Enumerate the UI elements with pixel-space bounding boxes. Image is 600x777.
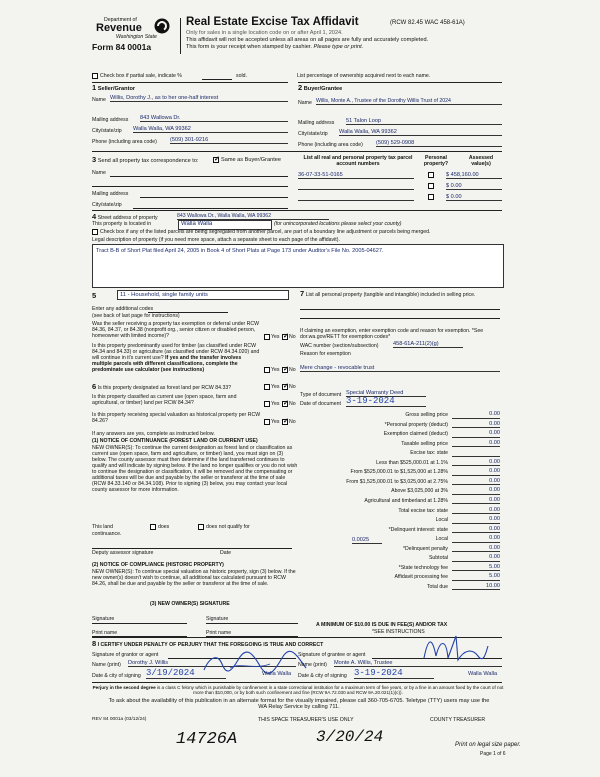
tax-row-label: Exemption claimed (deduct) — [383, 431, 448, 438]
tax-row-label: From $1,525,000.01 to $3,025,000 at 2.75% — [346, 478, 448, 485]
parcel-number-field[interactable] — [298, 183, 414, 190]
tax-row-label: Excise tax: state — [410, 450, 448, 457]
sec5-q2-yes-checkbox[interactable] — [264, 367, 270, 373]
grantor-name-field[interactable]: Dorothy J. Willis — [128, 660, 296, 667]
grantor-datecity-label: Date & city of signing — [92, 673, 141, 679]
tax-row-value[interactable]: 0.00 — [452, 545, 500, 553]
tax-row-value[interactable] — [452, 449, 500, 457]
sec3-mail-line — [140, 197, 288, 198]
buyer-mail-field[interactable]: 51 Talon Loop — [346, 118, 502, 125]
certify-heading: 8 I CERTIFY UNDER PENALTY OF PERJURY THAT THE FOREGOING IS TRUE AND CORRECT — [92, 639, 324, 648]
partial-sold-label: sold. — [236, 73, 247, 79]
wac-field[interactable]: 458-61A-211(2)(g) — [393, 341, 463, 348]
minimum-due-note: A MINIMUM OF $10.00 IS DUE IN FEE(S) AND/OR TAX — [316, 622, 448, 628]
new-owner-print-label-1: Print name — [92, 630, 118, 636]
seller-mail-field[interactable]: 843 Wallowa Dr. — [140, 115, 288, 122]
dor-logo — [92, 17, 180, 57]
continuance-heading: (1) NOTICE OF CONTINUANCE (FOREST LAND OR CURRENT USE) — [92, 438, 258, 444]
assessed-value-header: Assessed value(s) — [468, 155, 494, 167]
header-note-1: Only for sales in a single location code on or after April 1, 2024. — [186, 30, 343, 36]
seller-phone-label: Phone (including area code) — [92, 139, 157, 145]
parcel-number-field[interactable]: 36-07-33-51-0165 — [298, 172, 414, 179]
reason-field[interactable]: Mere change - revocable trust — [300, 365, 500, 372]
legal-description-label: Legal description of property (if you need more space, attach a separate sheet to each page of the affidavit). — [92, 237, 340, 243]
tax-row-value[interactable]: 0.00 — [452, 487, 500, 495]
list-percentage-note: List percentage of ownership acquired next to each name. — [297, 73, 431, 79]
see-instructions-note: *SEE INSTRUCTIONS — [372, 629, 425, 635]
new-owner-signature-label-2: Signature — [206, 616, 229, 622]
tax-row-label: Taxable selling price — [401, 440, 448, 447]
treasurer-receipt-number: 14726A — [176, 730, 238, 749]
sec1-top-rule — [92, 82, 288, 83]
same-as-buyer-label: Same as Buyer/Grantee — [221, 157, 282, 163]
personal-property-line-1 — [300, 309, 500, 310]
same-as-buyer-checkbox[interactable] — [213, 157, 219, 163]
tax-row-label: Local — [435, 517, 448, 524]
tax-row-label: Local — [435, 536, 448, 543]
tax-row-label: Total excise tax: state — [398, 507, 448, 514]
seller-name-field[interactable]: Willis, Dorothy J., as to her one-half interest — [110, 95, 288, 102]
deputy-sig-line — [92, 548, 292, 549]
if-any-yes-note: If any answers are yes, complete as instructed below. — [92, 431, 215, 437]
parcel-list-header: List all real and personal property tax parcel account numbers — [303, 155, 413, 167]
seller-phone-field[interactable]: (509) 301-9216 — [170, 137, 288, 144]
new-owner-print-label-2: Print name — [206, 630, 232, 636]
county-treasurer-label: COUNTY TREASURER — [430, 717, 486, 723]
personal-property-header: Personal property? — [423, 155, 449, 167]
sec6-q3-no-checkbox[interactable] — [282, 419, 288, 425]
header-divider — [180, 18, 181, 54]
grantor-city-field[interactable]: Walla Walla — [262, 671, 292, 677]
tax-row-value[interactable]: 0.00 — [452, 459, 500, 467]
assessed-value-field[interactable]: $ 458,160.00 — [446, 172, 502, 179]
legal-paper-note: Print on legal size paper. — [455, 742, 521, 748]
continuance-body: NEW OWNER(S): To continue the current designation as forest land or classification as current use (open space, farm and agriculture, or timber) land, you must sign on (3) below. The county assessor must then determine if the land transferred continues to qualify and will indicate by signing below. If the land no longer qualifies or you do not wish to continue the designation or classification, it will be removed and the compensating or additional taxes will be due and payable by the seller or transferor at the time of sale (RCW 84.33.140 or 84.34.108). Prior to signing (3) below, you may contact your local county assessor for more information. — [92, 445, 298, 493]
tax-row-value[interactable]: 5.00 — [452, 564, 500, 572]
tax-row-label: Less than $525,000.01 at 1.1% — [376, 459, 448, 466]
sec5-q2-text: Is this property predominantly used for timber (as classified under RCW 84.34 and 84.33) or agriculture (as classified under RCW 84.34.020) and will continue in it's current use? If yes and the transfer involves multiple parcels with different classifications, complete the predominate use calculator (see instructions) — [92, 343, 260, 373]
seller-city-field[interactable]: Walla Walla, WA 99362 — [133, 126, 288, 133]
deputy-signature-label: Deputy assessor signature — [92, 550, 154, 556]
tax-row-value[interactable]: 0.00 — [452, 516, 500, 524]
doc-date-field[interactable]: 3-19-2024 — [346, 396, 426, 407]
tax-row-value[interactable]: 0.00 — [452, 430, 500, 438]
dept-of-text: Department of — [104, 17, 137, 23]
partial-pct-line — [202, 79, 232, 80]
tax-row-value[interactable]: 0.00 — [452, 421, 500, 429]
additional-codes-label: Enter any additional codes — [92, 306, 154, 312]
sec6-q2-text: Is this property classified as current use (open space, farm and agricultural, or timber) land per RCW 84.34? — [92, 394, 237, 406]
no-label: No — [289, 334, 296, 340]
tax-row-label: *Personal property (deduct) — [384, 421, 448, 428]
tax-row-value[interactable]: 10.00 — [452, 583, 500, 591]
new-owner-sig-line-2 — [206, 623, 298, 624]
buyer-mail-label: Mailing address — [298, 120, 335, 126]
new-owner-signature-label-1: Signature — [92, 616, 115, 622]
buyer-phone-label: Phone (including area code) — [298, 142, 363, 148]
buyer-name-label: Name — [298, 100, 312, 106]
treasurer-receipt-date: 3/20/24 — [316, 728, 384, 746]
property-use-select[interactable] — [117, 290, 289, 300]
sec3-city-line — [133, 208, 288, 209]
legal-description-field[interactable] — [92, 244, 504, 288]
does-checkbox[interactable] — [150, 524, 156, 530]
sec6-q1-text: 6 Is this property designated as forest land per RCW 84.33? — [92, 382, 232, 391]
sec5-q2-no-checkbox[interactable] — [282, 367, 288, 373]
sec3-top-rule — [92, 151, 502, 152]
buyer-city-label: City/state/zip — [298, 131, 328, 137]
yes-label: Yes — [271, 419, 280, 425]
partial-sale-checkbox[interactable] — [92, 73, 98, 79]
tax-row-value[interactable]: 5.00 — [452, 573, 500, 581]
continuance-label: continuance. — [92, 531, 122, 537]
yes-label: Yes — [271, 367, 280, 373]
sec3-name-line — [110, 176, 288, 177]
grantee-name-label: Name (print) — [298, 662, 327, 668]
state-text: Washington State — [116, 34, 157, 40]
seller-city-label: City/state/zip — [92, 128, 122, 134]
located-in-value: Walla Walla — [181, 221, 213, 227]
header-note-2: This affidavit will not be accepted unless all areas on all pages are fully and accurately completed. — [186, 37, 429, 43]
grantee-name-field[interactable]: Monte A. Willis, Trustee — [334, 660, 502, 667]
sec6-q1-yes-checkbox[interactable] — [264, 384, 270, 390]
partial-sale-label: Check box if partial sale, indicate % — [100, 73, 182, 79]
perjury-notice: Perjury in the second degree is a class C felony which is punishable by confinement in a state correctional institution for a maximum term of five years, or by a fine in an amount fixed by the court of not more than $10,000, or by both such confinement and fine (RCW 9A.72.030 and RCW 9A.20.021(1)(c)). — [92, 685, 504, 696]
historic-heading: (2) NOTICE OF COMPLIANCE (HISTORIC PROPERTY) — [92, 562, 224, 568]
street-address-field[interactable]: 843 Wallowa Dr., Walla Walla, WA 99362 — [177, 213, 329, 220]
doc-type-field[interactable]: Special Warranty Deed — [346, 390, 426, 397]
sec7-label: 7 List all personal property (tangible and intangible) included in selling price. — [300, 289, 476, 298]
tax-row-value[interactable]: 0.00 — [452, 411, 500, 419]
tax-row-label: Gross selling price — [405, 412, 448, 418]
sec5-q1-yes-checkbox[interactable] — [264, 334, 270, 340]
sec3-city-label: City/state/zip — [92, 202, 122, 208]
buyer-name-field[interactable]: Willis, Monte A., Trustee of the Dorothy Willis Trust of 2024 — [316, 98, 502, 105]
sec3-heading: 3 Send all property tax correspondence to: — [92, 155, 199, 164]
grantor-date-field[interactable]: 3/19/2024 — [146, 668, 226, 679]
yes-label: Yes — [271, 401, 280, 407]
revenue-logo-icon — [152, 17, 172, 35]
page-number: Page 1 of 6 — [480, 751, 506, 757]
form-number: Form 84 0001a — [92, 42, 152, 52]
reason-label: Reason for exemption — [300, 351, 351, 357]
sec3-name-line2 — [92, 186, 288, 187]
tax-row-label: *State technology fee — [398, 564, 448, 571]
local-rate-field[interactable]: 0.0025 — [352, 537, 382, 544]
unincorporated-note: (for unincorporated locations please select your county) — [274, 221, 402, 227]
sec6-q2-yes-checkbox[interactable] — [264, 401, 270, 407]
personal-property-line-2 — [300, 318, 500, 319]
deputy-date-label: Date — [220, 550, 231, 556]
does-not-label: does not qualify for — [206, 524, 250, 530]
buyer-city-field[interactable]: Walla Walla, WA 99362 — [339, 129, 502, 136]
does-label: does — [158, 524, 170, 530]
property-use-value: 11 - Household, single family units — [120, 291, 208, 298]
no-label: No — [289, 367, 296, 373]
buyer-phone-field[interactable]: (509) 529-0908 — [376, 140, 502, 147]
tax-row-value[interactable]: 0.00 — [452, 554, 500, 562]
grantee-signature-label: Signature of grantee or agent — [298, 652, 366, 658]
personal-property-checkbox[interactable] — [428, 172, 434, 178]
alternate-format-note: To ask about the availability of this publication in an alternate format for the visually impaired, please call 360-705-6705. Teletype (TTY) users may use the WA Relay Service by calling 711. — [108, 698, 490, 711]
yes-label: Yes — [271, 334, 280, 340]
no-label: No — [289, 419, 296, 425]
no-label: No — [289, 401, 296, 407]
sec3-name-label: Name — [92, 170, 106, 176]
sec6-q3-yes-checkbox[interactable] — [264, 419, 270, 425]
this-land-label: This land — [92, 524, 114, 530]
tax-row-value[interactable]: 0.00 — [452, 526, 500, 534]
sec6-q1-no-checkbox[interactable] — [282, 384, 288, 390]
tax-row-label: Subtotal — [428, 555, 448, 562]
treasurer-use-label: THIS SPACE TREASURER'S USE ONLY — [258, 717, 354, 723]
sec5-number: 5 — [92, 291, 97, 300]
doc-type-label: Type of document — [300, 392, 342, 398]
sec5-q1-text: Was the seller receiving a property tax exemption or deferral under RCW 84.36, 84.37, or 84.38 (nonprofit org., senior citizen or disabled person, homeowner with limited income)? — [92, 321, 260, 339]
tax-row-value[interactable]: 0.00 — [452, 535, 500, 543]
does-not-checkbox[interactable] — [198, 524, 204, 530]
assessed-value-field[interactable]: $ 0.00 — [446, 194, 502, 201]
tax-row-label: Affidavit processing fee — [394, 574, 448, 581]
header-note-3: This form is your receipt when stamped by cashier. Please type or print. — [186, 44, 364, 50]
yes-label: Yes — [271, 384, 280, 390]
tax-row-value[interactable]: 0.00 — [452, 507, 500, 515]
see-back-note: (see back of last page for instructions) — [92, 313, 180, 319]
tax-row-value[interactable]: 0.00 — [452, 497, 500, 505]
located-in-label: This property is located in — [92, 221, 152, 227]
sec4-top-rule — [92, 210, 502, 211]
street-address-label: 4 Street address of property — [92, 212, 158, 221]
revenue-text: Revenue — [96, 22, 142, 34]
tax-row-value[interactable]: 0.00 — [452, 468, 500, 476]
tax-row-label: *Delinquent penalty — [403, 545, 448, 552]
grantor-signature-label: Signature of grantor or agent — [92, 652, 159, 658]
grantee-city-field[interactable]: Walla Walla — [468, 671, 498, 677]
tax-row-label: From $525,000.01 to $1,525,000 at 1.28% — [350, 469, 448, 476]
segregated-checkbox[interactable] — [92, 229, 98, 235]
wac-label: WAC number (section/subsection) — [300, 343, 379, 349]
doc-date-label: Date of document — [300, 401, 341, 407]
sec6-q2-no-checkbox[interactable] — [282, 401, 288, 407]
assessed-value-field[interactable]: $ 0.00 — [446, 183, 502, 190]
rcw-ref: (RCW 82.45 WAC 458-61A) — [390, 20, 465, 26]
no-label: No — [289, 384, 296, 390]
parcel-number-field[interactable] — [298, 194, 414, 201]
buyer-heading: 2 Buyer/Grantee — [298, 83, 343, 92]
tax-row-label: *Delinquent interest: state — [388, 526, 448, 533]
form-title: Real Estate Excise Tax Affidavit — [186, 16, 359, 28]
personal-property-checkbox[interactable] — [428, 183, 434, 189]
grantee-datecity-label: Date & city of signing — [298, 673, 347, 679]
tax-row-label: Above $3,025,000 at 3% — [391, 488, 448, 495]
tax-row-label: Agricultural and timberland at 1.28% — [364, 497, 448, 504]
seller-heading: 1 Seller/Grantor — [92, 83, 136, 92]
sec3-mail-label: Mailing address — [92, 191, 129, 197]
sec5-q1-no-checkbox[interactable] — [282, 334, 288, 340]
seller-mail-label: Mailing address — [92, 117, 129, 123]
sec2-top-rule — [298, 82, 502, 83]
exemption-note: If claiming an exemption, enter exemption code and reason for exemption. *See dor.wa.gov/RETT for exemption codes* — [300, 328, 484, 340]
personal-property-checkbox[interactable] — [428, 194, 434, 200]
tax-row-value[interactable]: 0.00 — [452, 440, 500, 448]
new-owner-sig-heading: (3) NEW OWNER(S) SIGNATURE — [150, 601, 230, 607]
grantee-date-field[interactable]: 3-19-2024 — [354, 668, 434, 679]
new-owner-sig-line-1 — [92, 623, 187, 624]
tax-row-label: Total due — [426, 583, 448, 590]
tax-row-value[interactable]: 0.00 — [452, 478, 500, 486]
segregated-label: Check box if any of the listed parcels are being segregated from another parcel, are part of a boundary line adjustment or parcels being merged. — [100, 229, 431, 235]
sec6-q3-text: Is this property receiving special valuation as historical property per RCW 84.26? — [92, 412, 261, 424]
grantor-name-label: Name (print) — [92, 662, 121, 668]
historic-body: NEW OWNER(S): To continue special valuation as historic property, sign (3) below. If the new owner(s) doesn't wish to continue, all additional tax calculated pursuant to RCW 84.26, shall be due and payable by the seller or transferor at the time of sale. — [92, 569, 296, 587]
legal-description-text: Tract B-B of Short Plat filed April 24, 2005 in Book 4 of Short Plats at Page 173 under Auditor's File No. 2005-04627. — [96, 248, 384, 254]
revision-label: REV 84 0001a (03/12/24) — [92, 717, 147, 722]
footer-rule — [92, 682, 502, 683]
seller-name-label: Name — [92, 97, 106, 103]
